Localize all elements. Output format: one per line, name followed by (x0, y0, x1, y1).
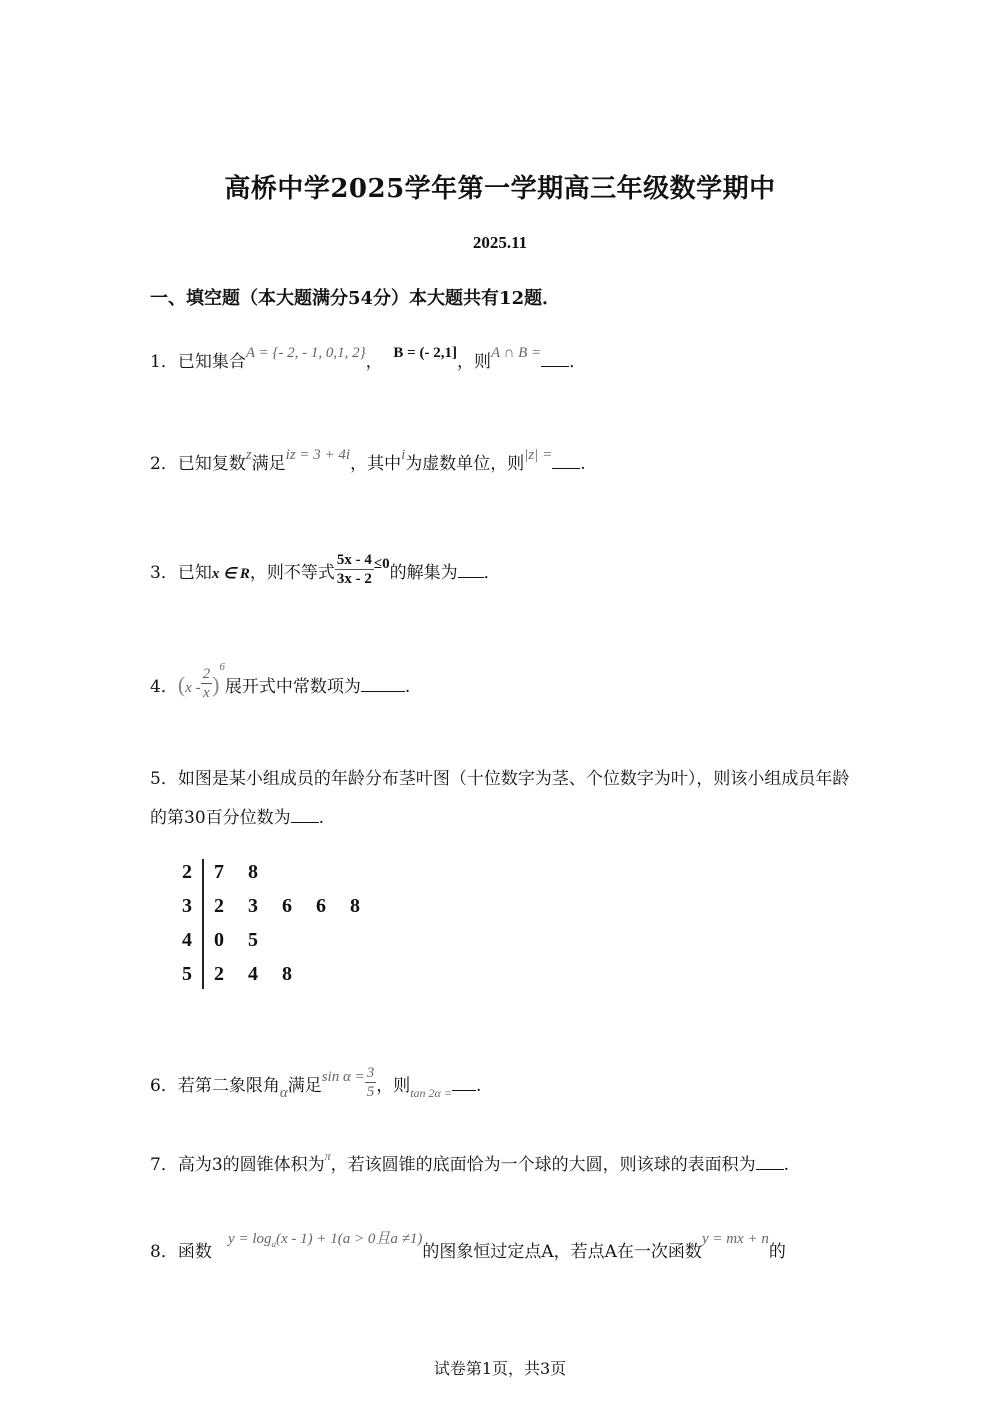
inequality-sign: ≤0 (373, 556, 390, 572)
page-footer: 试卷第1页，共3页 (433, 1359, 567, 1378)
log-prefix: y = log (228, 1231, 272, 1247)
set-a-formula: A = {- 2, - 1, 0,1, 2} (245, 345, 366, 361)
period: ． (483, 563, 501, 583)
exam-date: 2025.11 (472, 233, 528, 252)
left-paren: ( (177, 672, 186, 697)
binomial-expression: x - (185, 680, 201, 696)
answer-blank (291, 808, 319, 823)
stem-value: 3 (182, 895, 192, 917)
alpha-symbol: α (279, 1085, 288, 1101)
leaf-value: 6 (282, 895, 292, 917)
log-base: a (271, 1239, 276, 1249)
fraction-denominator: 5 (366, 1084, 375, 1100)
log-function-formula (228, 1231, 422, 1247)
sine-formula: sin α = (321, 1069, 365, 1085)
leaf-value: 2 (214, 963, 224, 985)
answer-blank (361, 677, 405, 692)
question-text: 函数 (177, 1242, 212, 1262)
binomial-fraction (201, 665, 213, 702)
leaf-value: 2 (214, 895, 224, 917)
leaf-value: 3 (248, 895, 258, 917)
question-text: 已知 (177, 563, 212, 583)
question-text: 高为3的圆锥体积为 (177, 1155, 325, 1175)
linear-function-formula: y = mx + n (701, 1231, 769, 1247)
leaf-value: 5 (248, 929, 258, 951)
question-number: 7． (150, 1155, 178, 1175)
page-title: 高桥中学2025学年第一学期高三年级数学期中 (224, 174, 776, 204)
question-number: 1． (150, 352, 178, 372)
set-b-formula: B = (- 2,1] (393, 345, 457, 361)
tangent-formula: tan 2α = (410, 1086, 452, 1100)
question-text: ，若该圆锥的底面恰为一个球的大圆，则该球的表面积为 (330, 1155, 756, 1175)
sine-fraction (365, 1064, 377, 1101)
domain-formula: x ∈ R (211, 566, 250, 582)
stem-value: 2 (182, 861, 192, 883)
leaf-value: 4 (248, 963, 258, 985)
question-8 (150, 1231, 786, 1263)
question-number: 5． (150, 769, 178, 789)
answer-blank (756, 1155, 784, 1170)
separator: ， (365, 352, 383, 372)
question-text: ，则 (456, 352, 491, 372)
right-paren: ) (212, 672, 220, 697)
answer-blank (452, 1080, 476, 1091)
question-5 (150, 760, 855, 838)
question-text: 的解集为 (389, 563, 458, 583)
leaf-value: 8 (282, 963, 292, 985)
fraction-numerator: 2 (202, 666, 211, 682)
question-text: 满足 (287, 1076, 322, 1096)
question-6 (150, 1065, 482, 1105)
intersection-formula: A ∩ B = (490, 345, 542, 361)
period: . (783, 1155, 790, 1175)
answer-blank (458, 563, 484, 578)
question-number: 2． (150, 454, 178, 474)
question-number: 8． (150, 1242, 178, 1262)
question-text: 展开式中常数项为 (224, 677, 361, 697)
question-text: 如图是某小组成员的年龄分布茎叶图（十位数字为茎、个位数字为叶），则该小组成员年龄的第30百分位数为 (150, 769, 850, 828)
variable-z: z (245, 447, 252, 463)
fraction-denominator: x (202, 685, 210, 701)
question-text: ，其中 (350, 454, 402, 474)
question-text: 已知集合 (177, 352, 246, 372)
question-text: 为虚数单位，则 (405, 454, 525, 474)
question-text: 的 (768, 1242, 786, 1262)
period: . (404, 677, 411, 697)
question-text: 的图象恒过定点A，若点A在一次函数 (422, 1242, 702, 1262)
question-text: 已知复数 (177, 454, 246, 474)
question-text: ，则 (376, 1076, 411, 1096)
period: . (318, 808, 325, 828)
question-text: 若第二象限角 (177, 1076, 280, 1096)
question-4 (150, 661, 411, 706)
question-number: 3． (150, 563, 178, 583)
answer-blank (552, 454, 580, 469)
question-number: 6． (150, 1076, 178, 1096)
imaginary-unit: i (401, 447, 406, 463)
period: . (475, 1076, 482, 1096)
stem-divider-line (202, 859, 204, 989)
leaf-value: 0 (214, 929, 224, 951)
fraction-denominator: 3x - 2 (336, 571, 372, 587)
question-1 (150, 345, 587, 372)
period: ． (569, 352, 587, 372)
modulus-formula: |z| = (524, 447, 553, 463)
stem-value: 4 (182, 929, 192, 951)
pi-symbol: π (324, 1149, 331, 1163)
leaf-value: 8 (248, 861, 258, 883)
question-text: ，则不等式 (249, 563, 335, 583)
question-3 (150, 552, 501, 592)
stem-value: 5 (182, 963, 192, 985)
question-number: 4． (150, 677, 178, 697)
answer-blank (541, 352, 569, 367)
log-argument: (x - 1) + 1(a > 0且a ≠1) (276, 1231, 423, 1247)
leaf-value: 7 (214, 861, 224, 883)
leaf-value: 6 (316, 895, 326, 917)
stem-leaf-plot (165, 843, 380, 998)
period: . (580, 454, 586, 474)
question-7 (150, 1149, 790, 1175)
question-2 (150, 447, 586, 474)
section-heading: 一、填空题（本大题满分54分）本大题共有12题． (150, 288, 561, 309)
question-text: 满足 (251, 454, 286, 474)
exponent: 6 (219, 661, 225, 673)
leaf-value: 8 (350, 895, 360, 917)
complex-equation: iz = 3 + 4i (285, 447, 351, 463)
fraction-numerator: 3 (366, 1065, 375, 1081)
inequality-fraction (335, 551, 374, 588)
fraction-numerator: 5x - 4 (336, 552, 372, 568)
